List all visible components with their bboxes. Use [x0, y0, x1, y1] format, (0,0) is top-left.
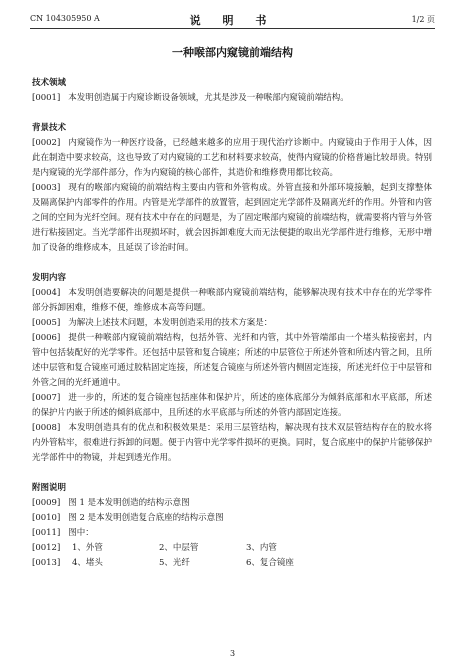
- paragraph-number: [0001]: [32, 93, 61, 103]
- component-label: 5、光纤: [159, 558, 190, 568]
- component-label: 6、复合镜座: [246, 558, 294, 568]
- section-heading: 发明内容: [32, 273, 67, 283]
- component-label: 1、外管: [72, 543, 103, 553]
- paragraph: [32, 526, 432, 541]
- paragraph: [32, 286, 432, 316]
- section-heading: 技术领域: [32, 78, 67, 88]
- paragraph-text: 本发明创造属于内窥诊断设备领域，尤其是涉及一种喉部内窥镜前端结构。: [68, 93, 349, 103]
- paragraph-number: [0011]: [32, 528, 61, 538]
- paragraph: [32, 421, 432, 466]
- paragraph: [32, 511, 432, 526]
- paragraph: [32, 91, 432, 106]
- paragraph-text: 本发明创造具有的优点和积极效果是：采用三层管结构，解决现有技术双层管结构存在的胶水将内外管粘牢，很难进行拆卸的问题。便于内管中光学零件损坏的更换。同时，复合底座中的保护片能够保护光学部件中的物镜，并起到透光作用。: [32, 423, 432, 463]
- paragraph-number: [0013]: [32, 558, 61, 568]
- component-label: 2、中层管: [159, 543, 199, 553]
- section-heading: 背景技术: [32, 123, 67, 133]
- document-type: 说 明 书: [189, 14, 276, 27]
- component-row: [32, 541, 432, 556]
- section-heading: 附图说明: [32, 483, 67, 493]
- paragraph-number: [0006]: [32, 333, 61, 343]
- paragraph-text: 图 2 是本发明创造复合底座的结构示意图: [68, 513, 224, 523]
- component-row: [32, 556, 432, 571]
- paragraph-text: 本发明创造要解决的问题是提供一种喉部内窥镜前端结构，能够解决现有技术中存在的光学零件部分拆卸困难，维修不便，维修成本高等问题。: [32, 288, 432, 313]
- document-title: 一种喉部内窥镜前端结构: [172, 46, 293, 59]
- page-number: 3: [229, 649, 236, 658]
- paragraph-text: 图 1 是本发明创造的结构示意图: [68, 498, 190, 508]
- paragraph-number: [0005]: [32, 318, 61, 328]
- paragraph: [32, 496, 432, 511]
- paragraph: [32, 181, 432, 256]
- page-indicator: 1/2 页: [411, 15, 435, 24]
- paragraph-text: 现有的喉部内窥镜的前端结构主要由内管和外管构成。外管直接和外部环境接触，起到支撑整体及隔离保护内部零件的作用。内管是光学部件的放置管，起到固定光学部件及隔离光纤的作用。外管和内管之间的空间为光纤空间。现有技术中存在的问题是，为了固定喉部内窥镜的前端结构，就需要将内管与外管进行粘接固定。当光学部件出现损坏时，就会因拆卸难度大而无法便捷的取出光学部件进行维修，无形中增加了设备的维修成本，且延误了诊治时间。: [32, 183, 432, 253]
- paragraph-number: [0004]: [32, 288, 61, 298]
- paragraph-number: [0008]: [32, 423, 61, 433]
- paragraph: [32, 391, 432, 421]
- patent-number: CN 104305950 A: [30, 14, 100, 23]
- paragraph-number: [0003]: [32, 183, 61, 193]
- paragraph-text: 图中：: [68, 528, 94, 538]
- component-label: 3、内管: [246, 543, 277, 553]
- header-rule: [30, 28, 435, 29]
- paragraph-number: [0012]: [32, 543, 61, 553]
- paragraph: [32, 331, 432, 391]
- paragraph-text: 内窥镜作为一种医疗设备，已经越来越多的应用于现代治疗诊断中。内窥镜由于作用于人体，因此在制造中要求较高，这也导致了对内窥镜的工艺和材料要求较高，使得内窥镜的价格普遍比较昂贵。特别是内窥镜的光学部件部分，作为内窥镜的核心部件，其造价和维修费用都比较高。: [32, 138, 432, 178]
- document-body: [32, 76, 432, 571]
- paragraph: [32, 316, 432, 331]
- paragraph: [32, 136, 432, 181]
- paragraph-number: [0010]: [32, 513, 61, 523]
- page-header: [30, 12, 435, 26]
- component-label: 4、堵头: [72, 558, 103, 568]
- paragraph-number: [0002]: [32, 138, 61, 148]
- paragraph-text: 进一步的，所述的复合镜座包括座体和保护片，所述的座体底部分为倾斜底部和水平底部，所述的保护片内嵌于所述的倾斜底部中，且所述的水平底部与所述的外管内部固定连接。: [32, 393, 432, 418]
- paragraph-number: [0007]: [32, 393, 61, 403]
- paragraph-number: [0009]: [32, 498, 61, 508]
- paragraph-text: 提供一种喉部内窥镜前端结构，包括外管、光纤和内管，其中外管端部由一个堵头粘接密封，内管中包括装配好的光学零件。还包括中层管和复合镜座；所述的中层管位于所述外管和所述内管之间，且所述中层管和复合镜座可通过胶粘固定连接，所述复合镜座与所述外管内侧固定连接，所述光纤位于中层管和外管之间的光纤通道中。: [32, 333, 432, 388]
- paragraph-text: 为解决上述技术问题，本发明创造采用的技术方案是：: [68, 318, 273, 328]
